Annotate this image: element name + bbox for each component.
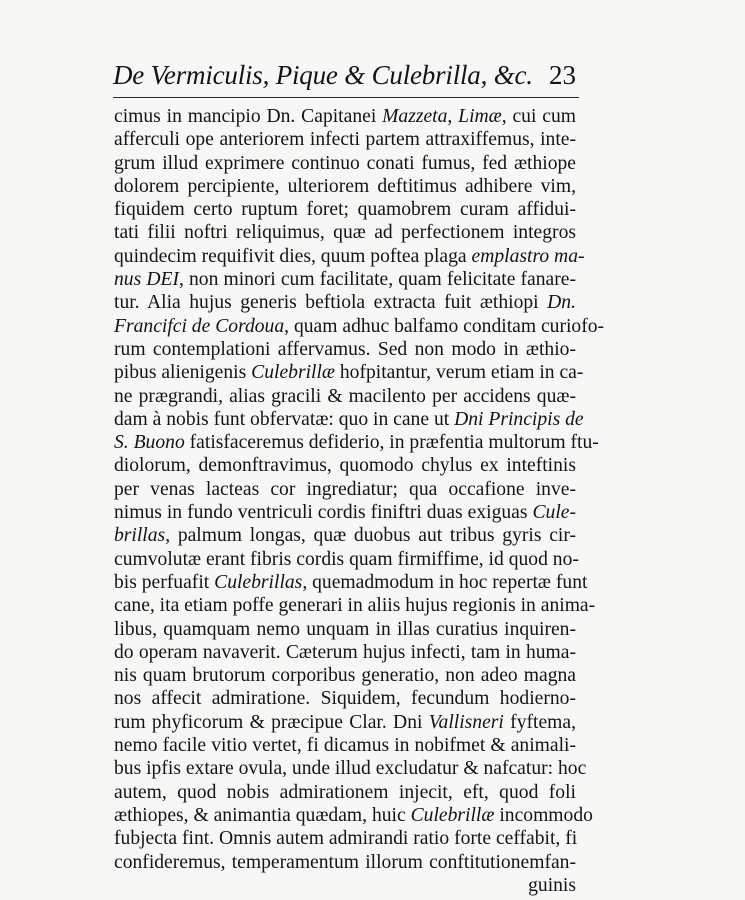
text-line: rum phyficorum & præcipue Clar. Dni Vallisneri fyftema,: [114, 711, 576, 733]
text-line: æthiopes, & animantia quædam, huic Culebrillæ incommodo: [114, 804, 593, 826]
text-line: cumvolutæ erant fibris cordis quam firmiffime, id quod no-: [114, 548, 579, 570]
text-line: dolorem percipiente, ulteriorem deftitimus adhibere vim,: [114, 175, 576, 197]
text-line: cimus in mancipio Dn. Capitanei Mazzeta, Limæ, cui cum: [114, 106, 576, 127]
italic-span: emplastro ma-: [471, 245, 585, 267]
text-line: brillas, palmum longas, quæ duobus aut tribus gyris cir-: [114, 525, 576, 547]
text-line: diolorum, demonftravimus, quomodo chylus ex inteftinis: [114, 455, 576, 477]
text-line: guinis: [528, 874, 576, 896]
text-line: nimus in fundo ventriculi cordis finiftri duas exiguas Cule-: [114, 502, 576, 524]
text-line: dam à nobis funt obfervatæ: quo in cane ut Dni Principis de: [114, 408, 584, 430]
italic-span: Francifci de Cordoua: [114, 315, 285, 337]
text-line: nis quam brutorum corporibus generatio, non adeo magna: [114, 665, 576, 687]
text-line: S. Buono fatisfaceremus defiderio, in præfentia multorum ftu-: [114, 432, 599, 454]
italic-span: brillas: [114, 525, 166, 547]
text-line: fiquidem certo ruptum foret; quamobrem curam affidui-: [114, 199, 576, 221]
text-line: autem, quod nobis admirationem injecit, eft, quod foli: [114, 781, 576, 803]
text-line: nos affecit admiratione. Siquidem, fecundum hodierno-: [114, 688, 576, 710]
text-line: tur. Alia hujus generis beftiola extracta fuit æthiopi Dn.: [114, 292, 576, 314]
page-number: 23: [549, 60, 576, 90]
text-line: bis perfuafit Culebrillas, quemadmodum in hoc repertæ funt: [114, 571, 588, 593]
italic-span: Mazzeta: [382, 106, 448, 127]
italic-span: nus DEI: [114, 269, 179, 291]
text-line: rum contemplationi affervamus. Sed non modo in æthio-: [114, 338, 576, 360]
italic-span: Limæ: [458, 106, 502, 127]
running-title: De Vermiculis, Pique & Culebrilla, &c.: [113, 60, 533, 90]
italic-span: Culebrillæ: [251, 362, 335, 384]
text-line: quindecim requifivit dies, quum poftea plaga emplastro ma-: [114, 245, 585, 267]
text-line: pibus alienigenis Culebrillæ hofpitantur, verum etiam in ca-: [114, 362, 584, 384]
italic-span: Culebrillas: [214, 571, 303, 593]
text-line: fubjecta fint. Omnis autem admirandi ratio forte ceffabit, fi: [114, 828, 578, 850]
header-rule: [113, 97, 579, 98]
text-line: libus, quamquam nemo unquam in illas curatius inquiren-: [114, 618, 576, 640]
italic-span: Cule-: [532, 502, 576, 524]
italic-span: S. Buono: [114, 432, 185, 454]
italic-span: Culebrillæ: [410, 804, 495, 826]
text-line: afferculi ope anteriorem infecti partem attraxiffemus, inte-: [114, 129, 576, 151]
text-line: grum illud exprimere continuo conati fumus, fed æthiope: [114, 152, 576, 174]
italic-span: Vallisneri: [428, 711, 504, 733]
text-line: Francifci de Cordoua, quam adhuc balfamo conditam curiofo-: [114, 315, 605, 337]
text-line: confideremus, temperamentum illorum conftitutionemfan-: [114, 851, 576, 873]
text-line: nemo facile vitio vertet, fi dicamus in nobifmet & animali-: [114, 735, 576, 757]
text-line: per venas lacteas cor ingrediatur; qua occafione inve-: [114, 478, 576, 500]
text-line: nus DEI, non minori cum facilitate, quam felicitate fanare-: [114, 269, 576, 291]
text-line: tati filii noftri reliquimus, quæ ad perfectionem integros: [114, 222, 576, 244]
italic-span: Dni Principis de: [454, 408, 584, 430]
text-line: ne prægrandi, alias gracili & macilento per accidens quæ-: [114, 385, 576, 407]
running-head: [113, 58, 576, 98]
body-text: [114, 105, 605, 897]
text-line: cane, ita etiam poffe generari in aliis hujus regionis in anima-: [114, 595, 596, 617]
text-line: bus ipfis extare ovula, unde illud excludatur & nafcatur: hoc: [114, 758, 587, 780]
italic-span: Dn.: [547, 292, 576, 314]
text-line: do operam navaverit. Cæterum hujus infecti, tam in huma-: [114, 641, 576, 663]
